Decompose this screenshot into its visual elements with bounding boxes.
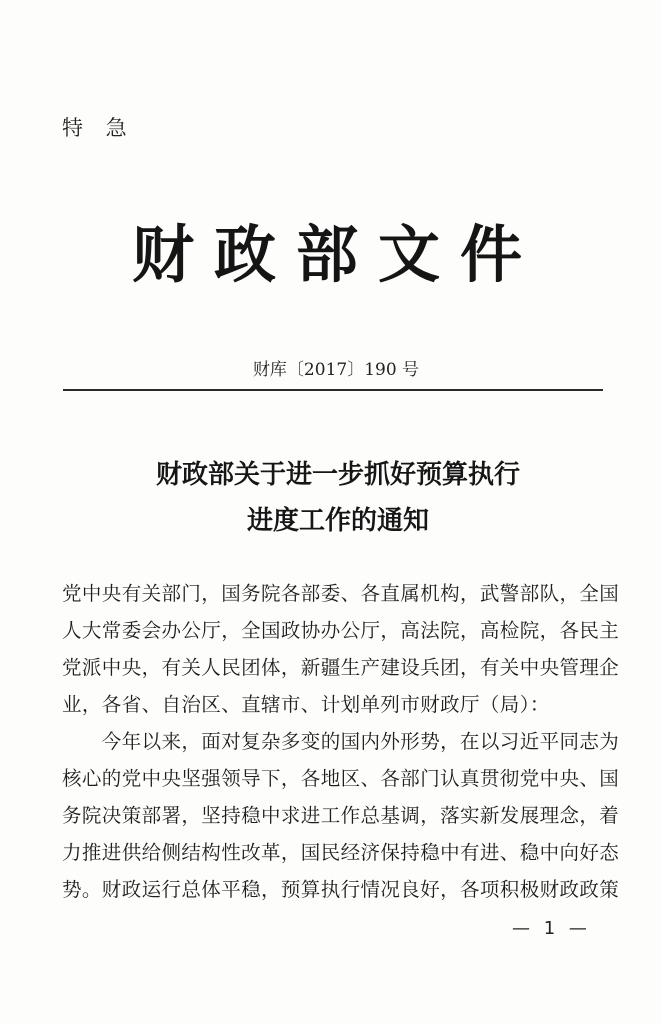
body-text-line: 今年以来，面对复杂多变的国内外形势，在以习近平同志为	[62, 730, 620, 753]
body-text-line: 党中央有关部门，国务院各部委、各直属机构，武警部队，全国	[62, 582, 620, 605]
notice-title-line-1: 财政部关于进一步抓好预算执行	[155, 460, 520, 490]
body-text-line: 势。财政运行总体平稳，预算执行情况良好，各项积极财政政策	[62, 878, 620, 901]
notice-title-line-2: 进度工作的通知	[246, 506, 429, 536]
body-text-line: 核心的党中央坚强领导下，各地区、各部门认真贯彻党中央、国	[62, 767, 620, 790]
body-text-line: 务院决策部署，坚持稳中求进工作总基调，落实新发展理念，着	[62, 804, 620, 827]
page-number: — 1 —	[512, 918, 591, 939]
header-divider	[63, 389, 603, 391]
urgency-label: 特 急	[62, 116, 135, 140]
body-text-line: 力推进供给侧结构性改革，国民经济保持稳中有进、稳中向好态	[62, 841, 620, 864]
body-text-line: 业，各省、自治区、直辖市、计划单列市财政厅（局）：	[62, 693, 550, 716]
body-text-line: 人大常委会办公厅，全国政协办公厅，高法院，高检院，各民主	[62, 619, 620, 642]
masthead-title: 财政部文件	[131, 218, 542, 291]
body-text-line: 党派中央，有关人民团体，新疆生产建设兵团，有关中央管理企	[62, 656, 620, 679]
document-number: 财库〔2017〕190 号	[252, 360, 420, 380]
